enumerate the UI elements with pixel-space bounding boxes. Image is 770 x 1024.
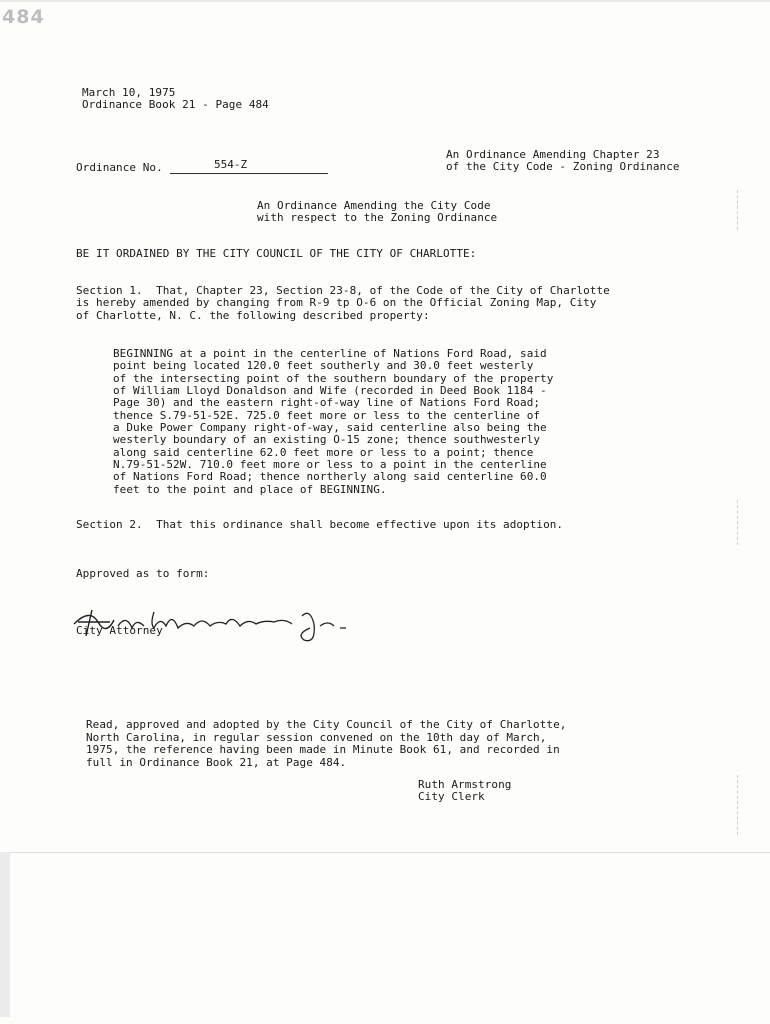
ordinance-number-label: Ordinance No. — [76, 161, 163, 174]
scan-artifact — [737, 500, 738, 545]
scan-artifact — [0, 852, 770, 853]
ordinance-number-value: 554-Z — [214, 158, 248, 171]
attorney-signature — [70, 598, 370, 648]
property-description-line: point being located 120.0 feet southerly and 30.0 feet westerly — [113, 359, 534, 372]
center-title-line-1: An Ordinance Amending the City Code — [257, 199, 491, 212]
closing-line: full in Ordinance Book 21, at Page 484. — [86, 756, 347, 769]
property-description-line: of William Lloyd Donaldson and Wife (recorded in Deed Book 1184 - — [113, 384, 547, 397]
section-1-line: of Charlotte, N. C. the following described property: — [76, 309, 430, 322]
property-description-line: N.79-51-52W. 710.0 feet more or less to a point in the centerline — [113, 458, 547, 471]
ordinance-book-reference: Ordinance Book 21 - Page 484 — [82, 98, 269, 111]
section-2: Section 2. That this ordinance shall become effective upon its adoption. — [76, 518, 564, 531]
scan-artifact — [737, 775, 738, 835]
property-description-line: thence S.79-51-52E. 725.0 feet more or less to the centerline of — [113, 409, 541, 422]
ordinance-title-line-1: An Ordinance Amending Chapter 23 — [446, 148, 660, 161]
closing-line: Read, approved and adopted by the City Council of the City of Charlotte, — [86, 718, 567, 731]
property-description-line: Page 30) and the eastern right-of-way line of Nations Ford Road; — [113, 396, 541, 409]
property-description-line: of the intersecting point of the southern boundary of the property — [113, 372, 554, 385]
closing-line: 1975, the reference having been made in Minute Book 61, and recorded in — [86, 743, 560, 756]
section-1-line: Section 1. That, Chapter 23, Section 23-8, of the Code of the City of Charlotte — [76, 284, 610, 297]
property-description-line: along said centerline 62.0 feet more or less to a point; thence — [113, 446, 534, 459]
scan-artifact — [0, 0, 770, 2]
scan-artifact — [737, 190, 738, 230]
ordinance-title-line-2: of the City Code - Zoning Ordinance — [446, 160, 680, 173]
closing-line: North Carolina, in regular session convened on the 10th day of March, — [86, 731, 547, 744]
clerk-name: Ruth Armstrong — [418, 778, 512, 791]
section-1-line: is hereby amended by changing from R-9 tp O-6 on the Official Zoning Map, City — [76, 296, 597, 309]
attorney-signature-label: City Attorney — [76, 624, 163, 637]
enacting-clause: BE IT ORDAINED BY THE CITY COUNCIL OF THE CITY OF CHARLOTTE: — [76, 247, 477, 260]
ordinance-number-underline — [170, 173, 328, 174]
property-description-line: feet to the point and place of BEGINNING. — [113, 483, 387, 496]
center-title-line-2: with respect to the Zoning Ordinance — [257, 211, 498, 224]
scan-artifact — [0, 852, 10, 1017]
property-description-line: a Duke Power Company right-of-way, said centerline also being the — [113, 421, 547, 434]
document-date: March 10, 1975 — [82, 86, 176, 99]
page-stamp: 484 — [2, 6, 45, 28]
property-description-line: BEGINNING at a point in the centerline of Nations Ford Road, said — [113, 347, 547, 360]
approved-as-to-form: Approved as to form: — [76, 567, 210, 580]
property-description-line: westerly boundary of an existing O-15 zone; thence southwesterly — [113, 433, 541, 446]
property-description-line: of Nations Ford Road; thence northerly along said centerline 60.0 — [113, 470, 547, 483]
clerk-title: City Clerk — [418, 790, 485, 803]
